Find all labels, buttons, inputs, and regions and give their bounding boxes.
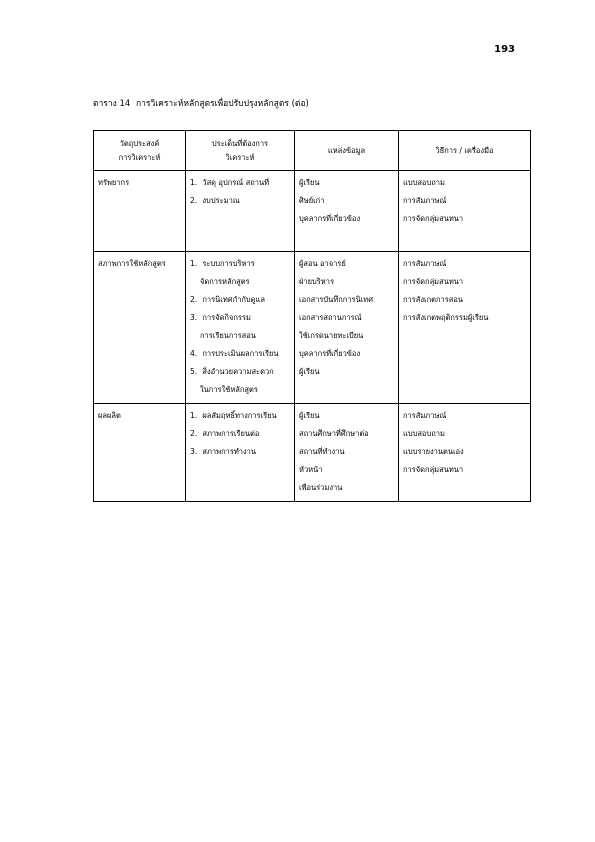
source-item: ฝ่ายบริหาร <box>299 277 334 286</box>
methods-cell <box>399 404 531 502</box>
header-line: วิเคราะห์ <box>225 152 255 162</box>
method-item: การสัมภาษณ์ <box>403 196 447 205</box>
header-line: แหล่งข้อมูล <box>327 145 366 155</box>
methods-cell <box>399 171 531 252</box>
issue-text: การประเมินผลการเรียน <box>202 349 279 358</box>
page-number: 193 <box>494 44 515 55</box>
objective-text: ผลผลิต <box>98 411 121 420</box>
table-caption <box>93 96 309 110</box>
source-item: เอกสารบันทึกการนิเทศ <box>299 295 373 304</box>
issue-item <box>190 194 291 212</box>
curriculum-analysis-table <box>93 130 531 502</box>
method-item: การสังเกตพฤติกรรมผู้เรียน <box>403 313 489 322</box>
issue-text: ระบบการบริหาร <box>202 259 255 268</box>
source-item: ศิษย์เก่า <box>299 196 325 205</box>
objective-text: สภาพการใช้หลักสูตร <box>98 259 166 268</box>
method-item: การจัดกลุ่มสนทนา <box>403 465 464 474</box>
issues-cell <box>186 404 295 502</box>
source-item: เพื่อนร่วมงาน <box>299 483 343 492</box>
issue-item <box>190 293 291 311</box>
issue-item <box>190 409 291 427</box>
source-item: ผู้เรียน <box>299 178 320 187</box>
issue-number: 1. <box>190 411 198 420</box>
table-caption-title: การวิเคราะห์หลักสูตรเพื่อปรับปรุงหลักสูตร (ต่อ) <box>136 99 309 109</box>
issue-number: 2. <box>190 429 198 438</box>
issue-text: ผลสัมฤทธิ์ทางการเรียน <box>202 411 277 420</box>
source-item: ผู้เรียน <box>299 367 320 376</box>
issue-number: 1. <box>190 259 198 268</box>
sources-cell <box>295 404 399 502</box>
source-item: ผู้เรียน <box>299 411 320 420</box>
issues-cell <box>186 252 295 404</box>
source-item: ใช้เกรดนายทะเบียน <box>299 331 364 340</box>
objective-cell <box>94 171 186 252</box>
issues-cell <box>186 171 295 252</box>
method-item: การจัดกลุ่มสนทนา <box>403 277 464 286</box>
issue-item <box>190 176 291 194</box>
objective-cell <box>94 404 186 502</box>
issue-text: วัสดุ อุปกรณ์ สถานที่ <box>202 178 270 187</box>
source-item: บุคลากรที่เกี่ยวข้อง <box>299 349 361 358</box>
issue-item <box>190 445 291 463</box>
method-item: แบบรายงานตนเอง <box>403 447 464 456</box>
objective-text: ทรัพยากร <box>98 178 130 187</box>
issue-item <box>190 311 291 329</box>
issue-item <box>190 257 291 275</box>
issue-continuation: จัดการหลักสูตร <box>200 277 250 286</box>
issue-continuation: ในการใช้หลักสูตร <box>200 385 258 394</box>
issue-number: 2. <box>190 295 198 304</box>
table-row <box>94 171 531 252</box>
issue-text: การนิเทศกำกับดูแล <box>202 295 265 304</box>
header-issues <box>186 131 295 171</box>
method-item: การสังเกตการสอน <box>403 295 463 304</box>
source-item: สถานศึกษาที่ศึกษาต่อ <box>299 429 369 438</box>
method-item: การจัดกลุ่มสนทนา <box>403 214 464 223</box>
source-item: ผู้สอน อาจารย์ <box>299 259 346 268</box>
table-caption-label: ตาราง 14 <box>93 99 131 109</box>
source-item: หัวหน้า <box>299 465 323 474</box>
issue-text: สภาพการเรียนต่อ <box>202 429 260 438</box>
issue-text: การจัดกิจกรรม <box>202 313 251 322</box>
issue-number: 3. <box>190 313 198 322</box>
header-methods <box>399 131 531 171</box>
issue-item <box>190 427 291 445</box>
table-row <box>94 252 531 404</box>
issue-number: 5. <box>190 367 198 376</box>
issue-text: งบประมาณ <box>202 196 240 205</box>
sources-cell <box>295 171 399 252</box>
issue-text: สภาพการทำงาน <box>202 447 257 456</box>
issue-continuation: การเรียนการสอน <box>200 331 256 340</box>
header-line: ประเด็นที่ต้องการ <box>211 138 269 148</box>
header-line: การวิเคราะห์ <box>118 152 161 162</box>
header-sources <box>295 131 399 171</box>
method-item: การสัมภาษณ์ <box>403 411 447 420</box>
source-item: สถานที่ทำงาน <box>299 447 345 456</box>
header-line: วัตถุประสงค์ <box>119 138 160 148</box>
methods-cell <box>399 252 531 404</box>
table-row <box>94 404 531 502</box>
objective-cell <box>94 252 186 404</box>
method-item: แบบสอบถาม <box>403 178 445 187</box>
issue-text: สิ่งอำนวยความสะดวก <box>202 367 274 376</box>
method-item: การสัมภาษณ์ <box>403 259 447 268</box>
issue-number: 3. <box>190 447 198 456</box>
issue-number: 1. <box>190 178 198 187</box>
issue-item <box>190 365 291 383</box>
header-objective <box>94 131 186 171</box>
sources-cell <box>295 252 399 404</box>
issue-number: 2. <box>190 196 198 205</box>
issue-number: 4. <box>190 349 198 358</box>
issue-item <box>190 347 291 365</box>
table-header-row <box>94 131 531 171</box>
source-item: บุคลากรที่เกี่ยวข้อง <box>299 214 361 223</box>
method-item: แบบสอบถาม <box>403 429 445 438</box>
source-item: เอกสารสถานการณ์ <box>299 313 362 322</box>
header-line: วิธีการ / เครื่องมือ <box>435 145 494 155</box>
